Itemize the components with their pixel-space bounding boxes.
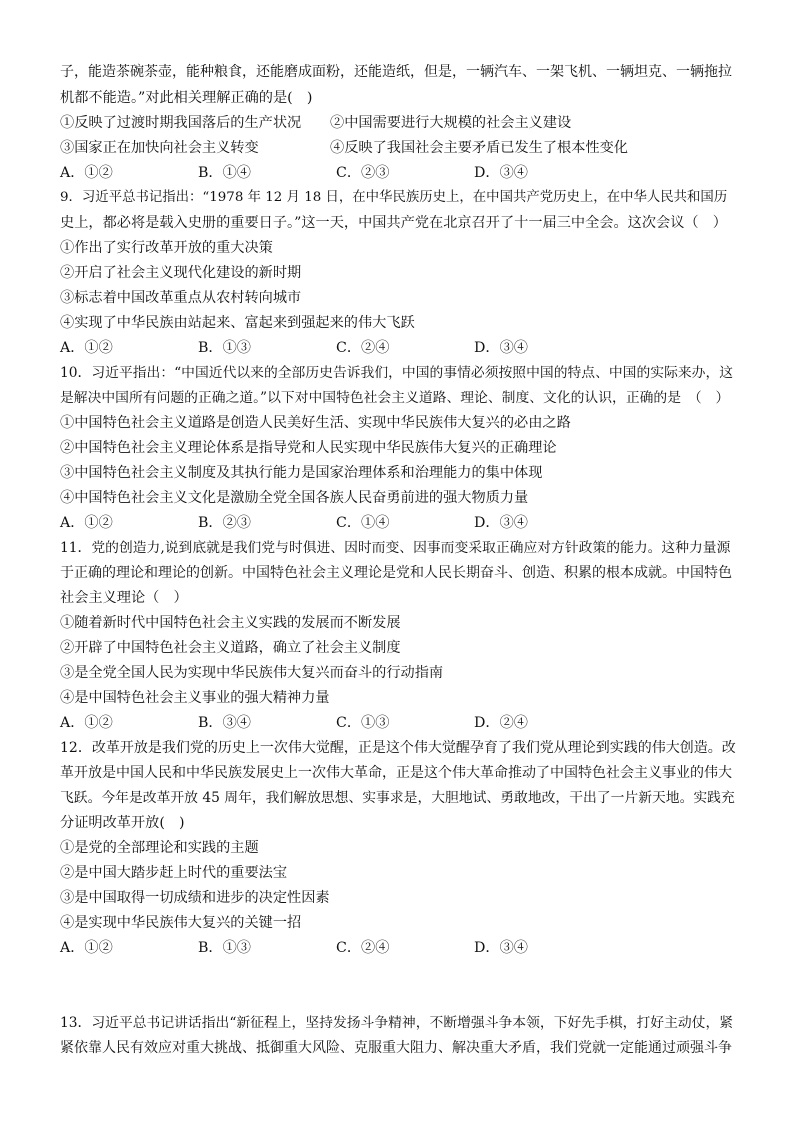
q10-option-1: ①中国特色社会主义道路是创造人民美好生活、实现中华民族伟大复兴的必由之路 — [60, 415, 571, 431]
q11-choice-b: B．③④ — [198, 715, 251, 731]
q11-stem-line: 11．党的创造力,说到底就是我们党与时俱进、因时而变、因事而变采取正确应对方针政策的能力。这种力量源 — [60, 540, 731, 556]
q13-stem-line: 13．习近平总书记讲话指出“新征程上，坚持发扬斗争精神，不断增强斗争本领，下好先手棋，打好主动仗，紧 — [60, 1015, 734, 1031]
q10-choice-d: D．③④ — [474, 515, 528, 531]
q10-option-4: ④中国特色社会主义文化是激励全党全国各族人民奋勇前进的强大物质力量 — [60, 490, 529, 506]
q11-choice-d: D．②④ — [474, 715, 528, 731]
q8-choices — [60, 161, 736, 185]
q11-choices — [60, 711, 736, 735]
q9-stem-line: 史上，都必将是载入史册的重要日子。”这一天，中国共产党在北京召开了十一届三中全会。这次会议（ ） — [60, 215, 727, 231]
q11-option-1: ①随着新时代中国特色社会主义实践的发展而不断发展 — [60, 615, 401, 631]
q10-stem-line: 10．习近平指出：“中国近代以来的全部历史告诉我们，中国的事情必须按照中国的特点、中国的实际来办，这 — [60, 365, 734, 381]
q12-choice-a: A．①② — [60, 940, 113, 956]
q11-option-4: ④是中国特色社会主义事业的强大精神力量 — [60, 690, 330, 706]
q9-choice-c: C．②④ — [336, 340, 390, 356]
q12-stem-line: 12．改革开放是我们党的历史上一次伟大觉醒，正是这个伟大觉醒孕育了我们党从理论到实践的伟大创造。改 — [60, 740, 736, 756]
q8-options-row — [60, 111, 736, 135]
q11-stem-line: 社会主义理论（ ） — [60, 590, 188, 606]
q10-choice-a: A．①② — [60, 515, 113, 531]
q8-stem-line: 子，能造茶碗茶壶，能种粮食，还能磨成面粉，还能造纸，但是，一辆汽车、一架飞机、一辆坦克、一辆拖拉 — [60, 64, 732, 80]
q12-stem-line: 飞跃。今年是改革开放 45 周年，我们解放思想、实事求是，大胆地试、勇敢地改，干出了一片新天地。实践充 — [60, 790, 735, 806]
q11-option-3: ③是全党全国人民为实现中华民族伟大复兴而奋斗的行动指南 — [60, 665, 444, 681]
q8-option-1: ①反映了过渡时期我国落后的生产状况 — [60, 115, 302, 131]
q8-choice-b: B．①④ — [198, 165, 251, 181]
q12-choices — [60, 936, 736, 960]
q8-options-row — [60, 136, 736, 160]
q9-option-4: ④实现了中华民族由站起来、富起来到强起来的伟大飞跃 — [60, 315, 415, 331]
q11-choice-a: A．①② — [60, 715, 113, 731]
q8-stem-line: 机都不能造。”对此相关理解正确的是( ) — [60, 90, 313, 106]
q12-choice-d: D．③④ — [474, 940, 528, 956]
q10-choices — [60, 511, 736, 535]
q9-option-3: ③标志着中国改革重点从农村转向城市 — [60, 290, 302, 306]
q10-option-3: ③中国特色社会主义制度及其执行能力是国家治理体系和治理能力的集中体现 — [60, 465, 543, 481]
q9-option-1: ①作出了实行改革开放的重大决策 — [60, 240, 273, 256]
q12-choice-b: B．①③ — [198, 940, 251, 956]
q8-option-2: ②中国需要进行大规模的社会主义建设 — [330, 115, 572, 131]
q12-option-2: ②是中国大踏步赶上时代的重要法宝 — [60, 865, 288, 881]
q13-stem-line: 紧依靠人民有效应对重大挑战、抵御重大风险、克服重大阻力、解决重大矛盾，我们党就一定能通过顽强斗争 — [60, 1040, 732, 1056]
q9-choice-d: D．③④ — [474, 340, 528, 356]
q9-stem-line: 9．习近平总书记指出：“1978 年 12 月 18 日，在中华民族历史上，在中国共产党历史上，在中华人民共和国历 — [60, 190, 728, 205]
q12-option-1: ①是党的全部理论和实践的主题 — [60, 840, 259, 856]
q11-option-2: ②开辟了中国特色社会主义道路，确立了社会主义制度 — [60, 640, 401, 656]
q9-choices — [60, 336, 736, 360]
q9-option-2: ②开启了社会主义现代化建设的新时期 — [60, 265, 302, 281]
q11-stem-line: 于正确的理论和理论的创新。中国特色社会主义理论是党和人民长期奋斗、创造、积累的根本成就。中国特色 — [60, 565, 732, 581]
q12-choice-c: C．②④ — [336, 940, 390, 956]
q8-choice-d: D．③④ — [474, 165, 528, 181]
q12-stem-line: 革开放是中国人民和中华民族发展史上一次伟大革命，正是这个伟大革命推动了中国特色社会主义事业的伟大 — [60, 765, 732, 781]
q10-choice-b: B．②③ — [198, 515, 251, 531]
q10-choice-c: C．①④ — [336, 515, 390, 531]
q11-choice-c: C．①③ — [336, 715, 390, 731]
q8-choice-c: C．②③ — [336, 165, 390, 181]
q9-choice-a: A．①② — [60, 340, 113, 356]
q8-choice-a: A．①② — [60, 165, 113, 181]
q10-stem-line: 是解决中国所有问题的正确之道。”以下对中国特色社会主义道路、理论、制度、文化的认识，正确的是 （ ） — [60, 390, 730, 406]
q8-option-4: ④反映了我国社会主要矛盾已发生了根本性变化 — [330, 140, 628, 156]
q10-option-2: ②中国特色社会主义理论体系是指导党和人民实现中华民族伟大复兴的正确理论 — [60, 440, 557, 456]
q12-stem-line: 分证明改革开放( ) — [60, 815, 185, 831]
q8-option-3: ③国家正在加快向社会主义转变 — [60, 140, 259, 156]
q9-choice-b: B．①③ — [198, 340, 251, 356]
q12-option-4: ④是实现中华民族伟大复兴的关键一招 — [60, 915, 302, 931]
q12-option-3: ③是中国取得一切成绩和进步的决定性因素 — [60, 890, 330, 906]
